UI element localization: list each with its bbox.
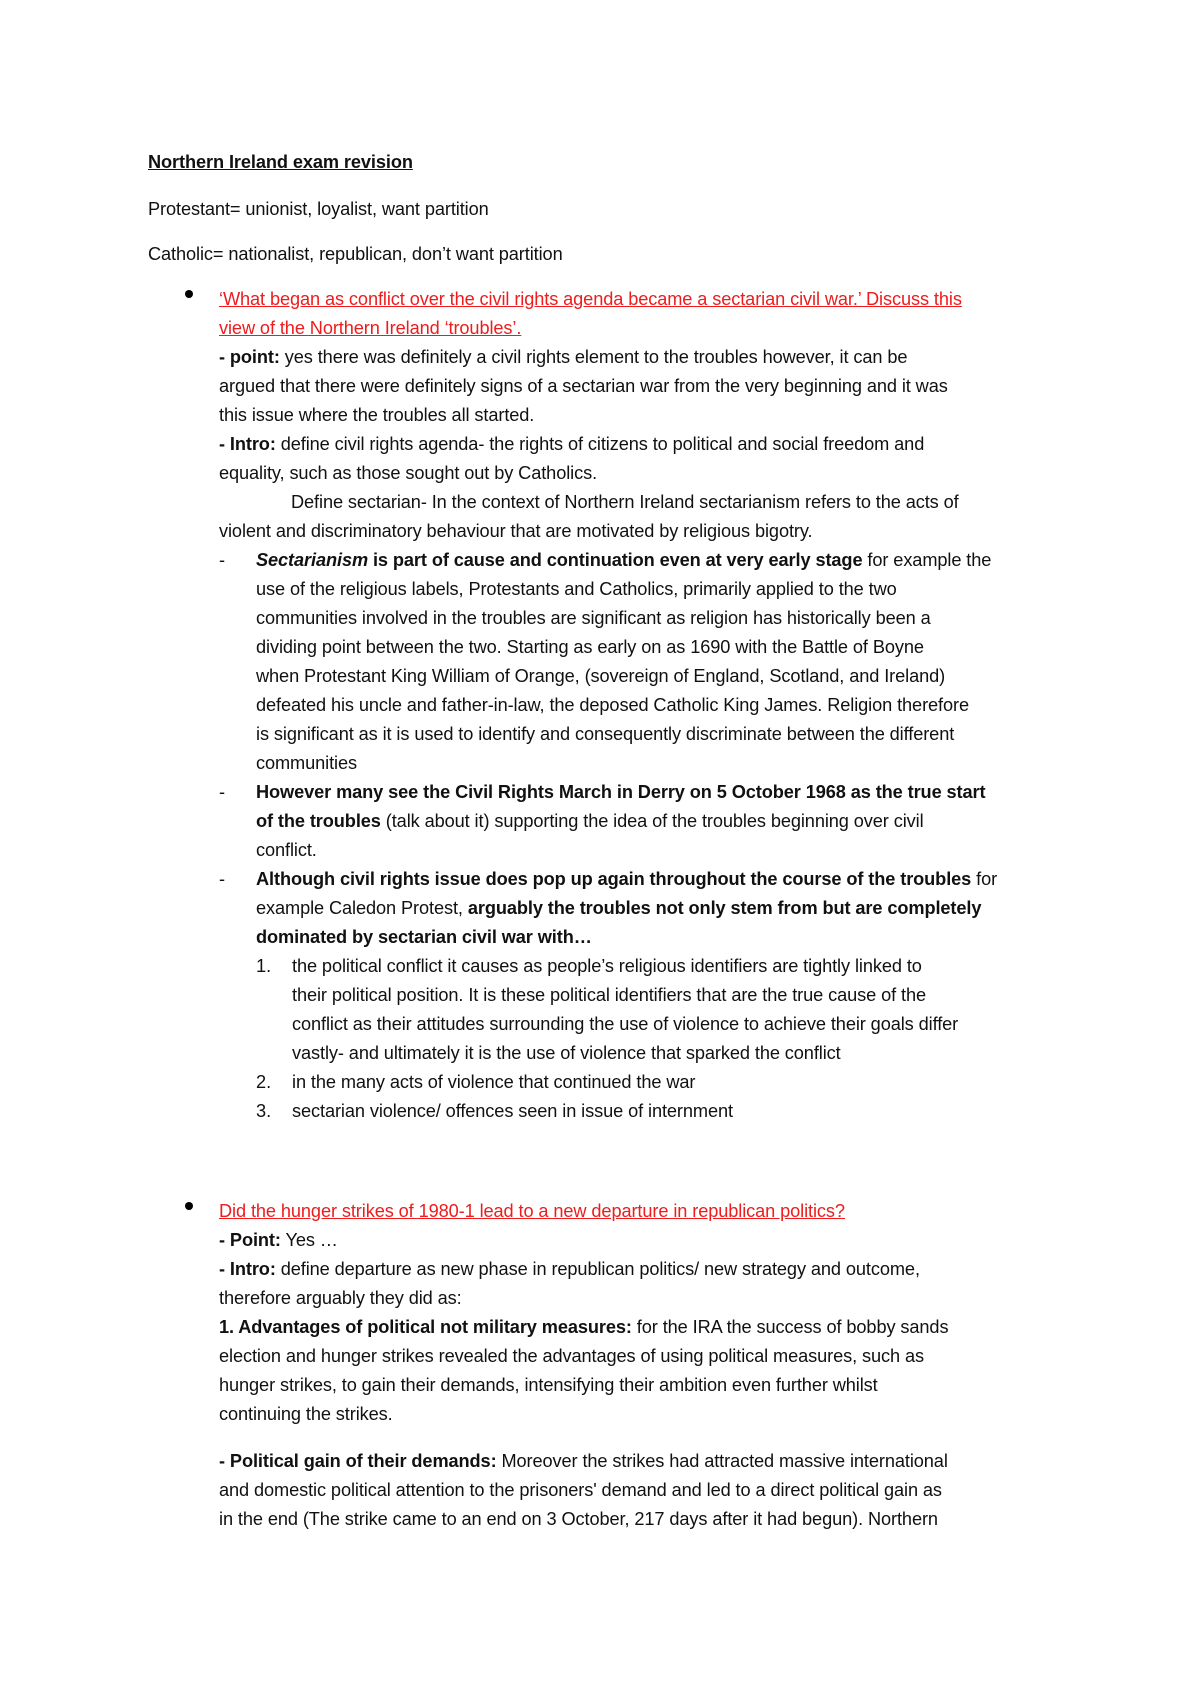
definition-protestant: Protestant= unionist, loyalist, want partition xyxy=(148,199,489,219)
dash3-text: for xyxy=(971,869,998,889)
section2-advantages xyxy=(219,1316,948,1338)
section2-question: Did the hunger strikes of 1980-1 lead to a new departure in republican politics? xyxy=(219,1201,845,1221)
dash3-line1 xyxy=(256,868,997,890)
sectarianism-term: Sectarianism xyxy=(256,550,369,570)
section2-intro-line2: therefore arguably they did as: xyxy=(219,1288,462,1308)
list-number: 1. xyxy=(256,956,272,976)
dash1-line1 xyxy=(256,549,991,571)
dash3-bold2: arguably the troubles not only stem from but are completely xyxy=(467,898,982,918)
dash-marker: - xyxy=(219,869,226,889)
section2-advantages-line3: hunger strikes, to gain their demands, intensifying their ambition even further whilst xyxy=(219,1375,878,1395)
define-sectarian-line1: Define sectarian- In the context of Northern Ireland sectarianism refers to the acts of xyxy=(291,492,959,512)
dash2-line2 xyxy=(256,810,924,832)
intro-label: - Intro: xyxy=(219,1259,276,1279)
dash1-line6: defeated his uncle and father-in-law, the deposed Catholic King James. Religion therefore xyxy=(256,695,969,715)
define-sectarian-line2: violent and discriminatory behaviour that are motivated by religious bigotry. xyxy=(219,521,813,541)
numbered1-line4: vastly- and ultimately it is the use of violence that sparked the conflict xyxy=(292,1043,841,1063)
point-label: - Point: xyxy=(219,1230,281,1250)
point-text: Yes … xyxy=(280,1230,338,1250)
dash3-line3: dominated by sectarian civil war with… xyxy=(256,927,592,947)
section1-question-line1: ‘What began as conflict over the civil rights agenda became a sectarian civil war.’ Discuss this xyxy=(219,289,962,309)
intro-text: define departure as new phase in republican politics/ new strategy and outcome, xyxy=(275,1259,920,1279)
bullet-icon xyxy=(185,290,193,298)
dash1-line8: communities xyxy=(256,753,357,773)
section1-point-line2: argued that there were definitely signs of a sectarian war from the very beginning and it was xyxy=(219,376,948,396)
bullet-icon xyxy=(185,1202,193,1210)
definition-catholic: Catholic= nationalist, republican, don’t want partition xyxy=(148,244,563,264)
numbered1-line3: conflict as their attitudes surrounding the use of violence to achieve their goals differ xyxy=(292,1014,959,1034)
dash1-bold: is part of cause and continuation even at very early stage xyxy=(368,550,863,570)
political-gain-text: Moreover the strikes had attracted massive international xyxy=(496,1451,948,1471)
dash2-text: (talk about it) supporting the idea of the troubles beginning over civil xyxy=(380,811,924,831)
dash1-line4: dividing point between the two. Starting as early on as 1690 with the Battle of Boyne xyxy=(256,637,924,657)
list-number: 3. xyxy=(256,1101,272,1121)
section1-intro-line2: equality, such as those sought out by Catholics. xyxy=(219,463,598,483)
dash-marker: - xyxy=(219,782,226,802)
advantages-label: 1. Advantages of political not military measures: xyxy=(219,1317,632,1337)
section2-advantages-line4: continuing the strikes. xyxy=(219,1404,393,1424)
dash2-line3: conflict. xyxy=(256,840,317,860)
section1-question-line2: view of the Northern Ireland ‘troubles’. xyxy=(219,318,522,338)
section2-political-gain-line3: in the end (The strike came to an end on 3 October, 217 days after it had begun). Northern xyxy=(219,1509,938,1529)
dash3-line2 xyxy=(256,897,981,919)
dash-marker: - xyxy=(219,550,226,570)
dash2-line1: However many see the Civil Rights March in Derry on 5 October 1968 as the true start xyxy=(256,782,986,802)
dash2-bold: of the troubles xyxy=(256,811,381,831)
numbered2-line1: in the many acts of violence that continued the war xyxy=(292,1072,696,1092)
section2-point xyxy=(219,1229,338,1251)
section2-advantages-line2: election and hunger strikes revealed the advantages of using political measures, such as xyxy=(219,1346,924,1366)
document-title: Northern Ireland exam revision xyxy=(148,152,413,172)
numbered1-line2: their political position. It is these political identifiers that are the true cause of the xyxy=(292,985,926,1005)
intro-text: define civil rights agenda- the rights of citizens to political and social freedom and xyxy=(275,434,925,454)
dash1-line2: use of the religious labels, Protestants and Catholics, primarily applied to the two xyxy=(256,579,897,599)
dash1-text: for example the xyxy=(862,550,992,570)
dash1-line5: when Protestant King William of Orange, (sovereign of England, Scotland, and Ireland) xyxy=(256,666,946,686)
dash1-line3: communities involved in the troubles are significant as religion has historically been a xyxy=(256,608,931,628)
advantages-text: for the IRA the success of bobby sands xyxy=(631,1317,949,1337)
list-number: 2. xyxy=(256,1072,272,1092)
section1-point-line3: this issue where the troubles all started. xyxy=(219,405,535,425)
political-gain-label: - Political gain of their demands: xyxy=(219,1451,497,1471)
point-text: yes there was definitely a civil rights element to the troubles however, it can be xyxy=(279,347,908,367)
intro-label: - Intro: xyxy=(219,434,276,454)
dash1-line7: is significant as it is used to identify and consequently discriminate between the different xyxy=(256,724,955,744)
section2-political-gain-line2: and domestic political attention to the prisoners' demand and led to a direct political gain as xyxy=(219,1480,942,1500)
section2-intro xyxy=(219,1258,920,1280)
numbered1-line1: the political conflict it causes as people’s religious identifiers are tightly linked to xyxy=(292,956,922,976)
point-label: - point: xyxy=(219,347,280,367)
section1-intro xyxy=(219,433,924,455)
dash3-bold: Although civil rights issue does pop up again throughout the course of the troubles xyxy=(256,869,972,889)
section1-point xyxy=(219,346,907,368)
section2-political-gain xyxy=(219,1450,948,1472)
numbered3-line1: sectarian violence/ offences seen in issue of internment xyxy=(292,1101,733,1121)
dash3-text2: example Caledon Protest, xyxy=(256,898,468,918)
